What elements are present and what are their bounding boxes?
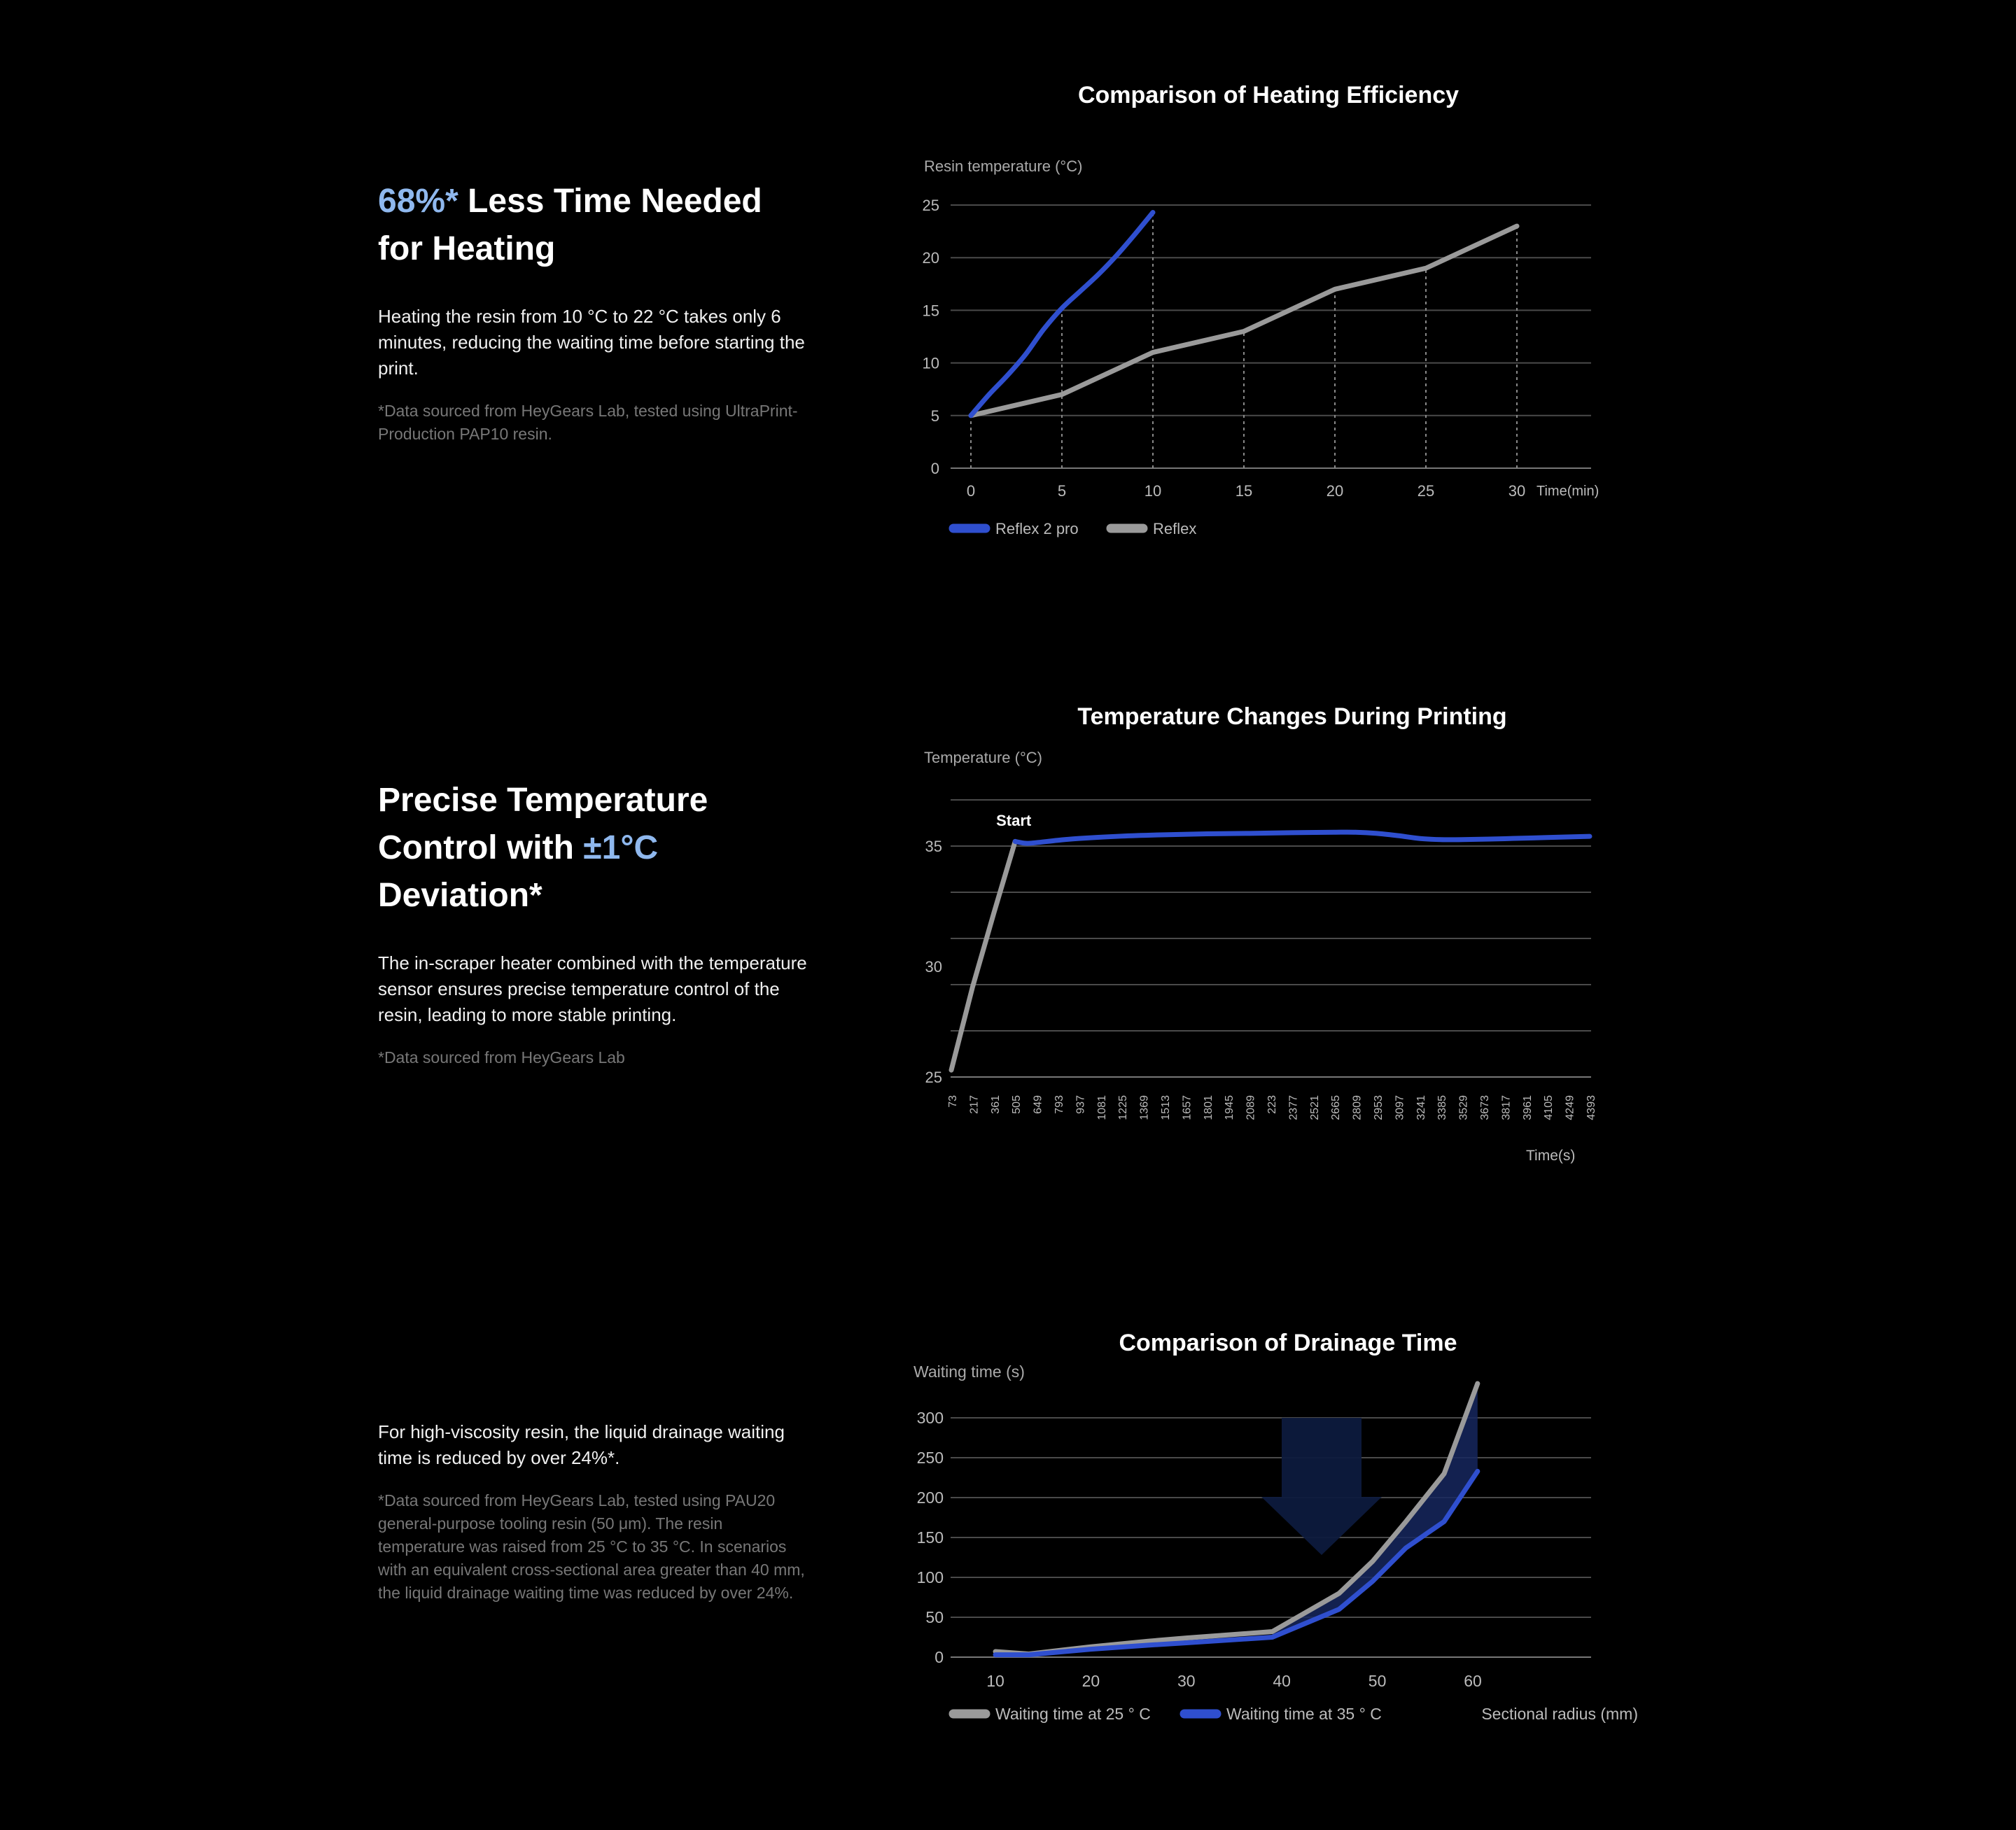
x-tick-label: 10: [1144, 482, 1162, 500]
heading-highlight: 68%*: [378, 183, 458, 220]
x-tick-label: 73: [947, 1095, 959, 1108]
y-tick-label: 15: [922, 302, 939, 320]
x-tick-label: 20: [1082, 1672, 1100, 1690]
x-tick-label: 40: [1273, 1672, 1291, 1690]
y-tick-label: 25: [922, 197, 939, 214]
heading-text: Precise Temperature Control with: [378, 782, 708, 866]
y-axis-label: Resin temperature (°C): [924, 157, 1083, 175]
x-tick-label: 2953: [1373, 1095, 1385, 1120]
x-tick-label: 1945: [1224, 1095, 1236, 1120]
x-tick-label: 20: [1326, 482, 1344, 500]
y-axis-label: Temperature (°C): [924, 749, 1042, 766]
temperature-description: The in-scraper heater combined with the temperature sensor ensures precise temperature control of the resin, leading to more stable printing.: [378, 952, 807, 1025]
x-tick-label: 2665: [1330, 1095, 1343, 1120]
y-tick-label: 25: [925, 1069, 942, 1086]
y-tick-label: 250: [916, 1449, 944, 1467]
x-tick-label: 361: [989, 1095, 1002, 1114]
heating-heading: [378, 178, 812, 273]
y-tick-label: 100: [916, 1568, 944, 1586]
x-tick-label: 3097: [1394, 1095, 1406, 1120]
x-tick-label: 223: [1266, 1095, 1278, 1114]
x-tick-label: 60: [1464, 1672, 1482, 1690]
x-tick-label: 25: [1417, 482, 1435, 500]
x-tick-label: 3529: [1457, 1095, 1470, 1120]
x-tick-label: 4393: [1586, 1095, 1597, 1120]
series-line-35c: [995, 1471, 1478, 1654]
temperature-heading: [378, 777, 812, 920]
x-tick-label: 505: [1011, 1095, 1023, 1114]
y-tick-label: 35: [925, 838, 942, 855]
y-tick-label: 10: [922, 354, 939, 372]
y-tick-label: 0: [934, 1648, 944, 1666]
chart-title: Comparison of Heating Efficiency: [1077, 82, 1460, 108]
x-tick-label: 1657: [1181, 1095, 1194, 1120]
x-tick-label: 217: [968, 1095, 981, 1114]
x-tick-label: 10: [986, 1672, 1004, 1690]
x-tick-label: 2809: [1351, 1095, 1364, 1120]
x-tick-label: 3673: [1479, 1095, 1491, 1120]
x-tick-label: 3961: [1521, 1095, 1534, 1120]
y-tick-label: 30: [925, 958, 942, 976]
heating-footnote: *Data sourced from HeyGears Lab, tested using UltraPrint-Production PAP10 resin.: [378, 402, 798, 443]
x-tick-label: 1225: [1117, 1095, 1130, 1120]
x-tick-label: 1369: [1138, 1095, 1151, 1120]
y-tick-label: 200: [916, 1488, 944, 1507]
x-axis-label: Time(min): [1536, 484, 1600, 499]
heating-description: Heating the resin from 10 °C to 22 °C takes only 6 minutes, reducing the waiting time before starting the print.: [378, 306, 805, 379]
x-tick-label: 3385: [1436, 1095, 1449, 1120]
legend-label: Reflex: [1153, 520, 1197, 537]
heating-text: [378, 178, 812, 446]
x-axis-label: Time(s): [1526, 1148, 1576, 1164]
x-tick-label: 1513: [1160, 1095, 1172, 1120]
series-line-25c: [995, 1384, 1478, 1654]
legend-label: Reflex 2 pro: [995, 520, 1079, 537]
heading-highlight: ±1°C: [583, 829, 659, 866]
drainage-description: For high-viscosity resin, the liquid drainage waiting time is reduced by over 24%*.: [378, 1421, 785, 1468]
y-axis-label: Waiting time (s): [913, 1363, 1025, 1381]
y-tick-label: 50: [925, 1608, 944, 1626]
drainage-time-chart: [868, 0, 1680, 1830]
x-tick-label: 30: [1508, 482, 1526, 500]
x-tick-label: 50: [1368, 1672, 1387, 1690]
x-tick-label: 4105: [1543, 1095, 1555, 1120]
x-tick-label: 937: [1074, 1095, 1087, 1114]
legend-label: Waiting time at 25 ° C: [995, 1705, 1151, 1723]
x-tick-label: 1081: [1096, 1095, 1108, 1120]
x-tick-label: 3817: [1500, 1095, 1513, 1120]
x-tick-label: 0: [966, 482, 976, 500]
chart-title: Temperature Changes During Printing: [1077, 703, 1507, 730]
drainage-text: [378, 1419, 812, 1605]
y-tick-label: 5: [930, 407, 939, 425]
drainage-footnote: *Data sourced from HeyGears Lab, tested using PAU20 general-purpose tooling resin (50 μm). The resin temperature was raised from 25 °C to 35 °C. In scenarios with an equivalent cross-sectional area greater than 40 mm, the liquid drainage waiting time was reduced by over 24%.: [378, 1491, 805, 1602]
x-tick-label: 2521: [1308, 1095, 1321, 1120]
x-tick-label: 1801: [1202, 1095, 1214, 1120]
x-tick-label: 793: [1054, 1095, 1065, 1114]
x-tick-label: 15: [1235, 482, 1253, 500]
down-arrow-icon: [1261, 1418, 1382, 1555]
x-tick-label: 649: [1032, 1095, 1044, 1114]
start-annotation: Start: [996, 812, 1032, 829]
x-tick-label: 5: [1057, 482, 1067, 500]
x-axis-label: Sectional radius (mm): [1481, 1705, 1638, 1723]
y-tick-label: 20: [922, 249, 939, 267]
x-tick-label: 3241: [1415, 1095, 1427, 1120]
x-tick-label: 2089: [1245, 1095, 1257, 1120]
y-tick-label: 0: [930, 460, 939, 477]
x-tick-label: 30: [1177, 1672, 1196, 1690]
heading-text-end: Deviation*: [378, 877, 542, 914]
x-tick-label: 2377: [1287, 1095, 1300, 1120]
x-tick-label: 4249: [1564, 1095, 1576, 1120]
y-tick-label: 150: [916, 1528, 944, 1547]
legend-label: Waiting time at 35 ° C: [1226, 1705, 1382, 1723]
y-tick-label: 300: [916, 1409, 944, 1427]
temperature-text: [378, 777, 812, 1069]
temperature-footnote: *Data sourced from HeyGears Lab: [378, 1048, 625, 1067]
heading-text: Less Time Needed for Heating: [378, 183, 762, 267]
chart-title: Comparison of Drainage Time: [1119, 1330, 1457, 1356]
